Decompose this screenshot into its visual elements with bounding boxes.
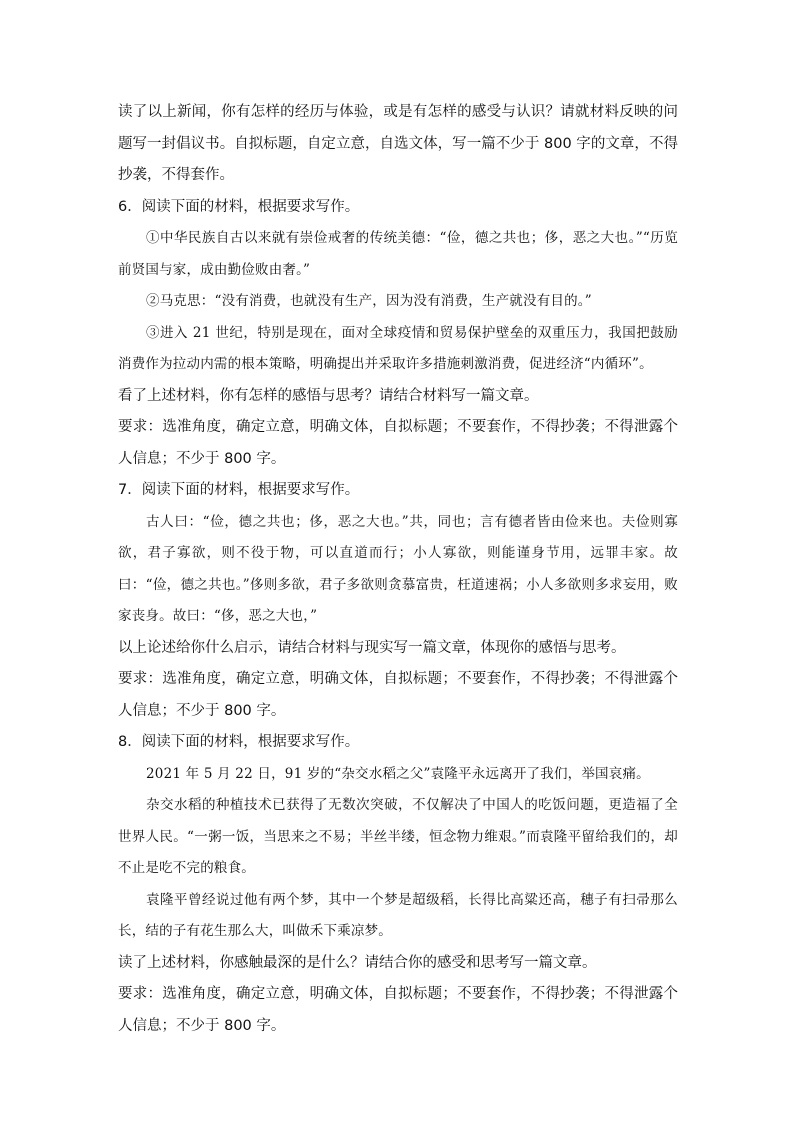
question-6-material-2: ②马克思：“没有消费，也就没有生产，因为没有消费，生产就没有目的。” xyxy=(146,293,592,309)
question-8-material-3: 袁隆平曾经说过他有两个梦，其中一个梦是超级稻，长得比高粱还高，穗子有扫帚那么长，结的子有花生那么大，叫做禾下乘凉梦。 xyxy=(118,891,678,939)
question-6-prompt: 看了上述材料，你有怎样的感悟与思考？请结合材料写一篇文章。 xyxy=(118,387,539,404)
document-body xyxy=(118,97,678,1042)
question-6-heading: 6．阅读下面的材料，根据要求写作。 xyxy=(118,198,360,215)
question-6-requirements: 要求：选准角度，确定立意，明确文体，自拟标题；不要套作，不得抄袭；不得泄露个人信息；不少于 800 字。 xyxy=(118,419,678,467)
question-8-material-2: 杂交水稻的种植技术已获得了无数次突破，不仅解决了中国人的吃饭问题，更造福了全世界人民。“一粥一饭，当思来之不易；半丝半缕，恒念物力维艰。”而袁隆平留给我们的，却不止是吃不完的粮食。 xyxy=(118,797,678,876)
question-6-material-3: ③进入 21 世纪，特别是现在，面对全球疫情和贸易保护壁垒的双重压力，我国把鼓励消费作为拉动内需的根本策略，明确提出并采取许多措施刺激消费，促进经济“内循环”。 xyxy=(118,324,678,372)
question-6-material-1: ①中华民族自古以来就有崇俭戒奢的传统美德：“俭，德之共也；侈，恶之大也。”“历览前贤国与家，成由勤俭败由奢。” xyxy=(118,230,678,278)
question-8-requirements: 要求：选准角度，确定立意，明确文体，自拟标题；不要套作，不得抄袭；不得泄露个人信息；不少于 800 字。 xyxy=(118,986,678,1034)
question-8-material-1: 2021 年 5 月 22 日，91 岁的“杂交水稻之父”袁隆平永远离开了我们，举国哀痛。 xyxy=(146,765,650,782)
intro-paragraph: 读了以上新闻，你有怎样的经历与体验，或是有怎样的感受与认识？请就材料反映的问题写一封倡议书。自拟标题，自定立意，自选文体，写一篇不少于 800 字的文章，不得抄袭，不得套作。 xyxy=(118,104,678,183)
question-8-heading: 8．阅读下面的材料，根据要求写作。 xyxy=(118,734,360,750)
question-7-heading: 7．阅读下面的材料，根据要求写作。 xyxy=(118,482,360,498)
question-7-prompt: 以上论述给你什么启示，请结合材料与现实写一篇文章，体现你的感悟与思考。 xyxy=(118,639,626,656)
question-7-requirements: 要求：选准角度，确定立意，明确文体，自拟标题；不要套作，不得抄袭；不得泄露个人信息；不少于 800 字。 xyxy=(118,671,678,719)
question-7-material: 古人曰：“俭，德之共也；侈，恶之大也。”共，同也；言有德者皆由俭来也。夫俭则寡欲，君子寡欲，则不役于物，可以直道而行；小人寡欲，则能谨身节用，远罪丰家。故曰：“俭，德之共也。”侈则多欲，君子多欲则贪慕富贵，枉道速祸；小人多欲则多求妄用，败家丧身。故曰：“侈，恶之大也，” xyxy=(118,513,678,624)
question-8-prompt: 读了上述材料，你感触最深的是什么？请结合你的感受和思考写一篇文章。 xyxy=(118,954,597,971)
